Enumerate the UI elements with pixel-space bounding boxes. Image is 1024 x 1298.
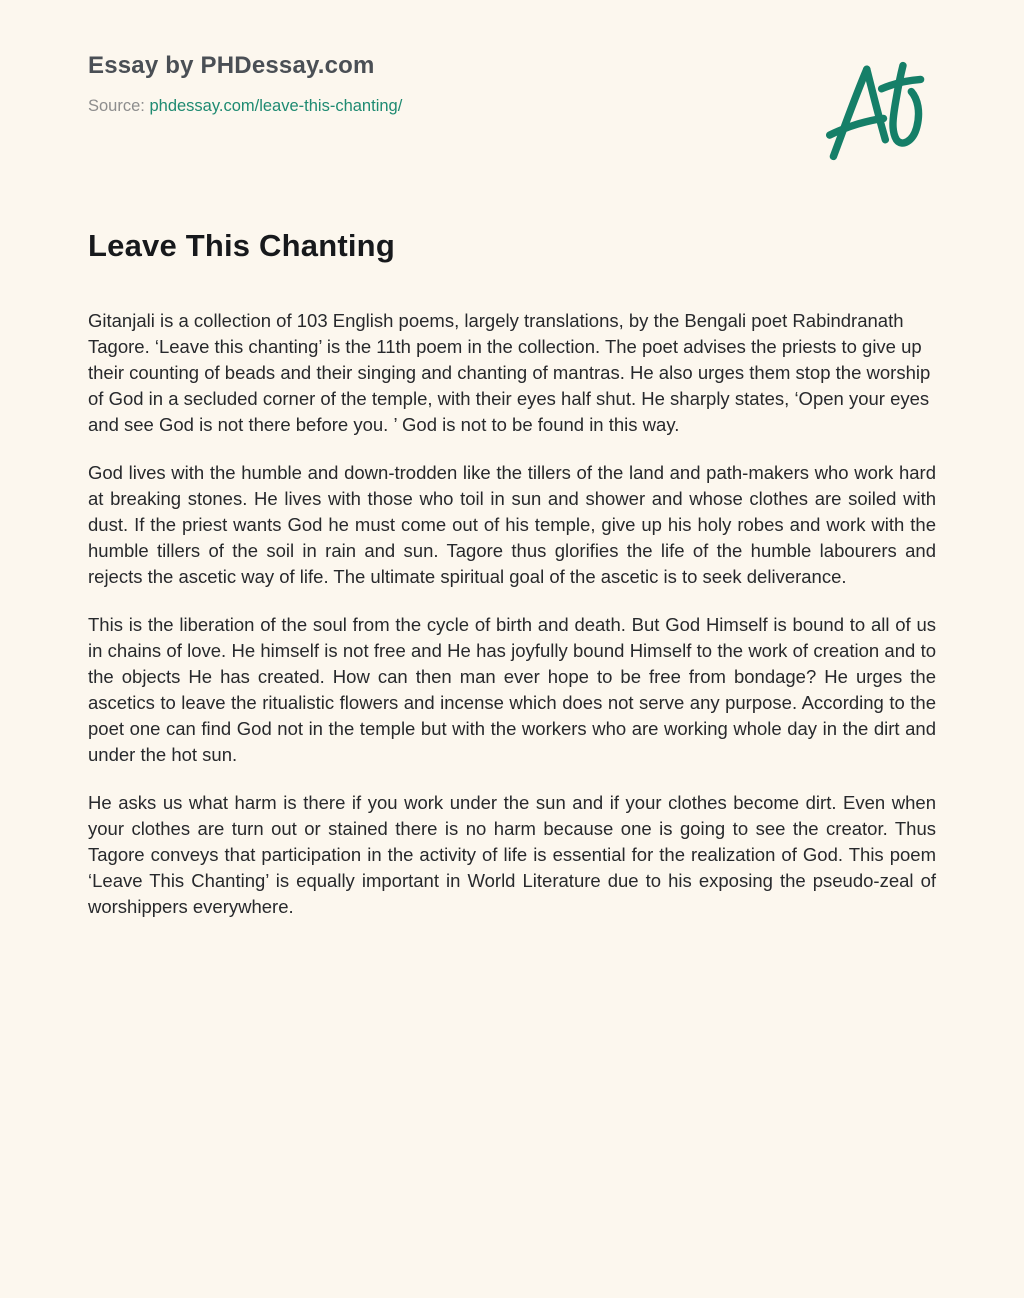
essay-paragraph-4: He asks us what harm is there if you work under the sun and if your clothes become dirt. Even when your clothes are turn out or stained there is no harm because one is going to see the creator. Thus Tagore conveys that participation in the activity of life is essential for the realization of God. This poem ‘Leave This Chanting’ is equally important in World Literature due to his exposing the pseudo-zeal of worshippers everywhere. bbox=[88, 792, 936, 917]
source-link[interactable]: phdessay.com/leave-this-chanting/ bbox=[149, 97, 403, 115]
essay-paragraph-1: Gitanjali is a collection of 103 English poems, largely translations, by the Bengali poet Rabindranath Tagore. ‘Leave this chanting’ is the 11th poem in the collection. The poet advises the priests to give up their counting of beads and their singing and chanting of mantras. He also urges them stop the worship of God in a secluded corner of the temple, with their eyes half shut. He sharply states, ‘Open your eyes and see God is not there before you. ’ God is not to be found in this way. bbox=[88, 310, 931, 435]
source-label: Source: bbox=[88, 97, 145, 115]
essay-title: Leave This Chanting bbox=[88, 228, 395, 263]
essay-body bbox=[88, 308, 936, 920]
essay-paragraph-3: This is the liberation of the soul from the cycle of birth and death. But God Himself is bound to all of us in chains of love. He himself is not free and He has joyfully bound Himself to the work of creation and to the objects He has created. How can then man ever hope to be free from bondage? He urges the ascetics to leave the ritualistic flowers and incense which does not serve any purpose. According to the poet one can find God not in the temple but with the workers who are working whole day in the dirt and under the hot sun. bbox=[88, 614, 936, 765]
phdessay-a-plus-logo-icon bbox=[826, 60, 928, 162]
essay-paragraph-2: God lives with the humble and down-trodden like the tillers of the land and path-makers who work hard at breaking stones. He lives with those who toil in sun and shower and whose clothes are soiled with dust. If the priest wants God he must come out of his temple, give up his holy robes and work with the humble tillers of the soil in rain and sun. Tagore thus glorifies the life of the humble labourers and rejects the ascetic way of life. The ultimate spiritual goal of the ascetic is to seek deliverance. bbox=[88, 462, 936, 587]
source-line bbox=[88, 97, 402, 116]
byline: Essay by PHDessay.com bbox=[88, 52, 375, 79]
header-text-block bbox=[88, 46, 402, 116]
page-header bbox=[88, 46, 936, 162]
